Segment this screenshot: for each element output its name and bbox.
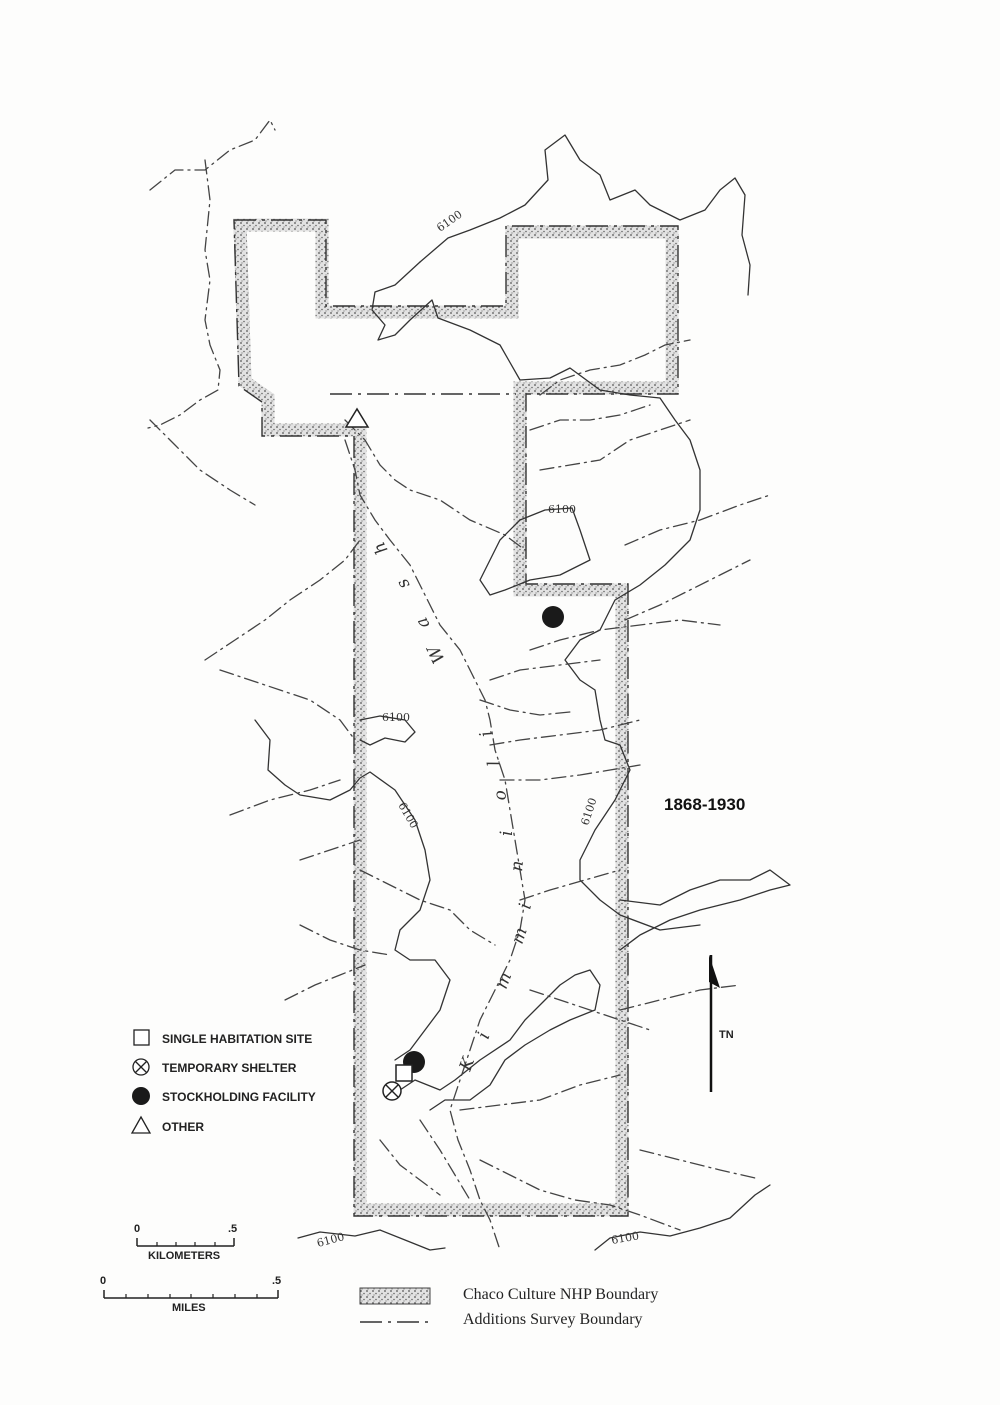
park-boundary xyxy=(240,225,672,1210)
contour-label: 6100 xyxy=(610,1229,641,1247)
contour-label: 6100 xyxy=(548,503,576,516)
contour-label: 6100 xyxy=(382,711,410,724)
boundary-legend xyxy=(360,1286,658,1328)
legend-label: OTHER xyxy=(162,1120,204,1134)
stockholding-facility-marker xyxy=(542,606,564,628)
mile-unit-label: MILES xyxy=(172,1302,206,1314)
km-tick-label: 0 xyxy=(134,1223,141,1235)
wash-letter: m xyxy=(507,925,532,947)
north-arrow xyxy=(709,955,734,1092)
legend-filled-circle-icon xyxy=(132,1087,150,1105)
temporary-shelter-marker xyxy=(383,1082,401,1100)
contour-label: 6100 xyxy=(434,207,465,235)
other-site-marker xyxy=(346,409,368,427)
wash-letter: n xyxy=(507,859,528,873)
north-arrow-label: TN xyxy=(719,1029,734,1041)
park-boundary-swatch xyxy=(360,1288,430,1304)
legend-triangle-icon xyxy=(132,1117,150,1133)
contour-label: 6100 xyxy=(395,800,421,831)
km-unit-label: KILOMETERS xyxy=(148,1250,221,1262)
park-boundary-label: Chaco Culture NHP Boundary xyxy=(463,1286,659,1303)
single-habitation-marker xyxy=(396,1065,412,1081)
period-label: 1868-1930 xyxy=(664,795,746,814)
km-tick-label: .5 xyxy=(228,1223,238,1235)
wash-label xyxy=(370,538,536,1075)
wash-letter: s xyxy=(392,574,415,593)
wash-letter: m xyxy=(491,969,517,992)
site-markers xyxy=(346,409,564,1100)
wash-letter: i xyxy=(473,1029,495,1042)
wash-letter: i xyxy=(476,728,497,739)
mile-scale xyxy=(100,1275,281,1314)
wash-letter: o xyxy=(490,789,511,802)
wash-letter: i xyxy=(497,830,517,836)
contour-label: 6100 xyxy=(315,1230,346,1250)
survey-boundary-label: Additions Survey Boundary xyxy=(463,1311,643,1328)
legend-label: SINGLE HABITATION SITE xyxy=(162,1032,313,1046)
wash-letter: i xyxy=(515,901,537,912)
wash-letter: l xyxy=(484,758,505,768)
wash-letter: a xyxy=(411,613,435,633)
wash-letter: K xyxy=(455,1054,480,1074)
legend-label: TEMPORARY SHELTER xyxy=(162,1061,297,1075)
mile-tick-label: .5 xyxy=(272,1275,282,1287)
legend-crossed-circle-icon xyxy=(133,1059,149,1075)
contour-label: 6100 xyxy=(578,796,600,827)
legend-square-icon xyxy=(134,1030,149,1045)
mile-tick-label: 0 xyxy=(100,1275,107,1287)
kilometer-scale xyxy=(134,1223,237,1262)
site-legend xyxy=(132,1030,316,1134)
legend-label: STOCKHOLDING FACILITY xyxy=(162,1090,316,1104)
wash-letter: h xyxy=(369,538,393,558)
wash-letter: W xyxy=(424,642,450,667)
